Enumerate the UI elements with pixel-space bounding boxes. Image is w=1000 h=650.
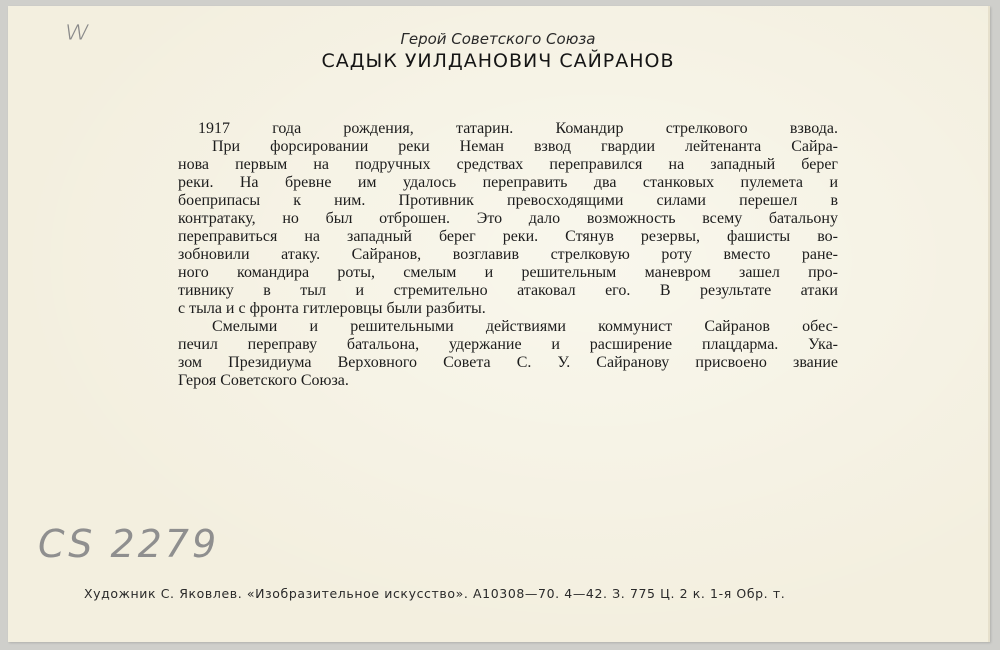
page-title: САДЫК УИЛДАНОВИЧ САЙРАНОВ xyxy=(321,50,675,72)
body-line: тивнику в тыл и стремительно атаковал его. В результате атаки xyxy=(178,282,838,299)
publisher-imprint: Художник С. Яковлев. «Изобразительное искусство». А10308—70. 4—42. З. 775 Ц. 2 к. 1-я Обр. т. xyxy=(84,586,786,601)
subtitle-hero-title: Герой Советского Союза xyxy=(400,30,596,48)
body-line: боеприпасы к ним. Противник превосходящими силами перешел в xyxy=(178,192,838,209)
body-line: контратаку, но был отброшен. Это дало возможность всему батальону xyxy=(178,210,838,227)
body-line: нова первым на подручных средствах переправился на западный берег xyxy=(178,156,838,173)
biography-text xyxy=(178,120,838,390)
handwritten-catalog-number: CS 2279 xyxy=(38,522,220,566)
postcard-back xyxy=(8,6,990,642)
body-line: реки. На бревне им удалось переправить два станковых пулемета и xyxy=(178,174,838,191)
body-line: с тыла и с фронта гитлеровцы были разбиты. xyxy=(178,300,486,317)
body-line: 1917 года рождения, татарин. Командир стрелкового взвода. xyxy=(198,120,838,137)
body-line: Смелыми и решительными действиями коммунист Сайранов обес- xyxy=(212,318,838,335)
body-line: При форсировании реки Неман взвод гвардии лейтенанта Сайра- xyxy=(212,138,838,155)
body-line: Героя Советского Союза. xyxy=(178,372,349,389)
handwritten-corner-mark: W xyxy=(61,21,89,45)
body-line: печил переправу батальона, удержание и расширение плацдарма. Ука- xyxy=(178,336,838,353)
body-line: зом Президиума Верховного Совета С. У. Сайранову присвоено звание xyxy=(178,354,838,371)
body-line: ного командира роты, смелым и решительным маневром зашел про- xyxy=(178,264,838,281)
body-line: зобновили атаку. Сайранов, возглавив стрелковую роту вместо ране- xyxy=(178,246,838,263)
body-line: переправиться на западный берег реки. Стянув резервы, фашисты во- xyxy=(178,228,838,245)
